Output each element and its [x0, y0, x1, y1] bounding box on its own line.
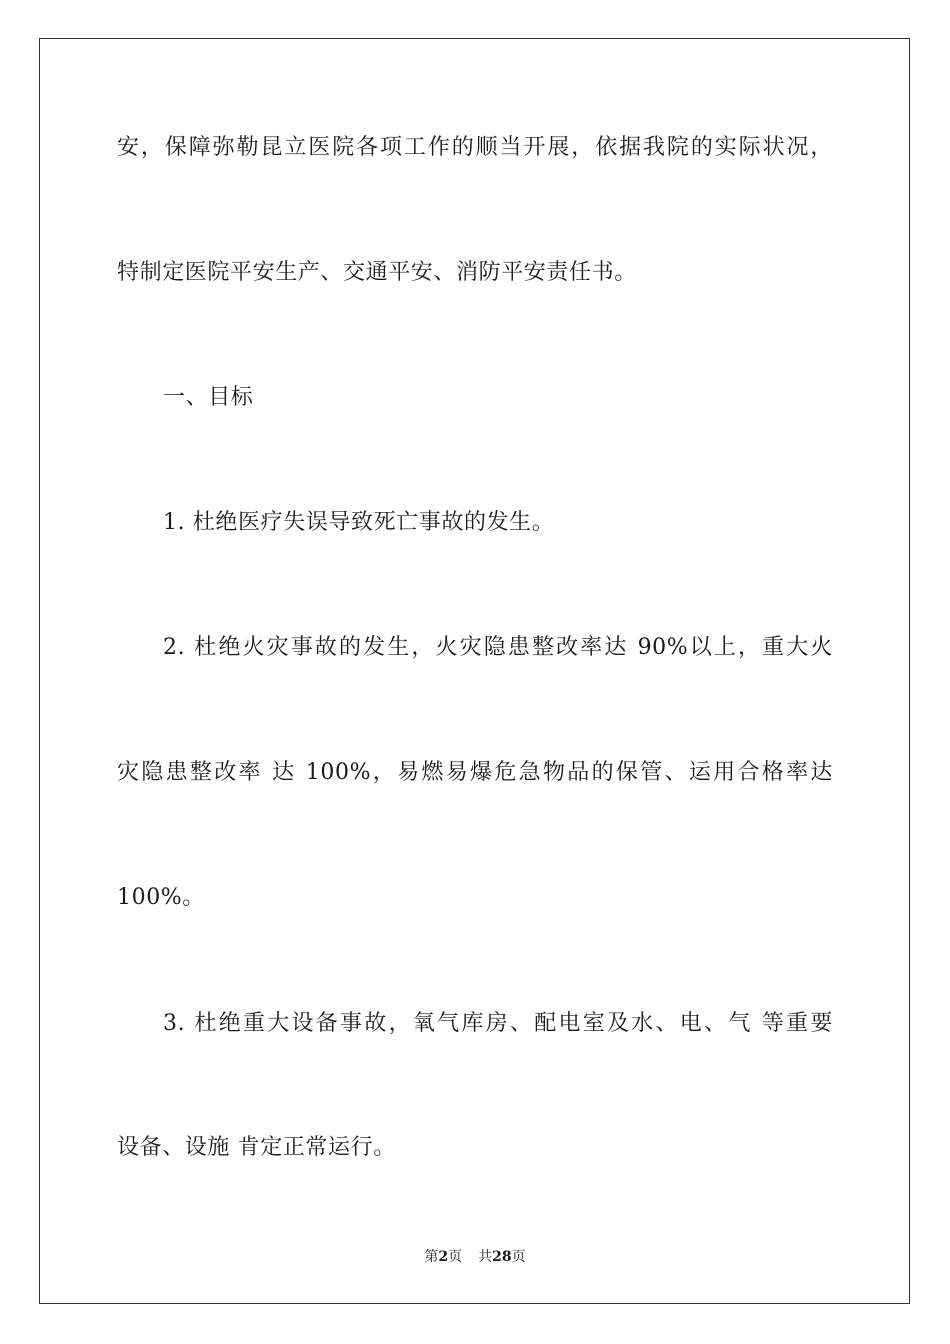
goal-item-3-line-1: 3. 杜绝重大设备事故，氧气库房、配电室及水、电、气 等重要	[163, 1011, 833, 1036]
footer-total-suffix: 页	[511, 1249, 526, 1265]
goal-item-3-line-2: 设备、设施 肯定正常运行。	[117, 1135, 396, 1160]
goal-item-2-line-3: 100%。	[117, 885, 205, 910]
page-border	[39, 38, 910, 1304]
section-heading-goals: 一、目标	[163, 385, 254, 410]
body-line-2: 特制定医院平安生产、交通平安、消防平安责任书。	[117, 260, 637, 285]
page-footer	[0, 1247, 950, 1267]
goal-item-2-line-1: 2. 杜绝火灾事故的发生，火灾隐患整改率达 90%以上，重大火	[163, 635, 833, 660]
goal-item-2-line-2: 灾隐患整改率 达 100%，易燃易爆危急物品的保管、运用合格率达	[117, 760, 833, 785]
goal-item-1: 1. 杜绝医疗失误导致死亡事故的发生。	[163, 510, 555, 535]
footer-total-pages: 28	[492, 1249, 512, 1265]
footer-page-suffix: 页	[448, 1249, 463, 1265]
footer-page-prefix: 第	[424, 1249, 439, 1265]
body-line-1: 安，保障弥勒昆立医院各项工作的顺当开展，依据我院的实际状况，	[117, 135, 833, 160]
footer-total-prefix: 共	[478, 1249, 493, 1265]
footer-page-number: 2	[438, 1249, 449, 1265]
